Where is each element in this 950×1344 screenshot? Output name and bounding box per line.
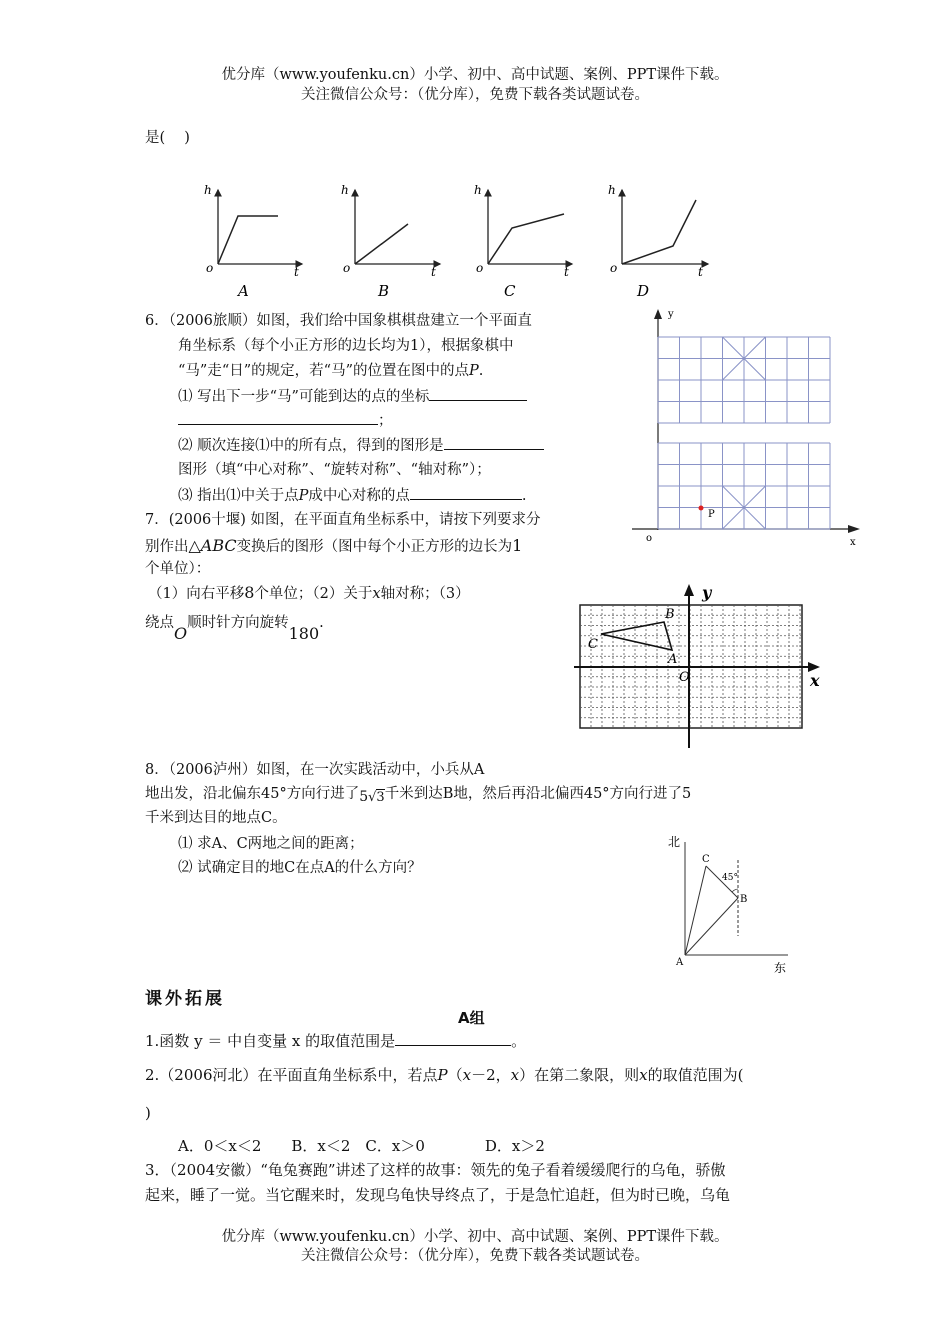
page-header-line2: 关注微信公众号：（优分库），免费下载各类试题试卷。: [301, 87, 649, 103]
q8-line2: 地出发，沿北偏东45°方向行进了5√3千米到达B地，然后再沿北偏西45°方向行进了5: [145, 786, 692, 805]
q8-line1: 8．（2006泸州）如图，在一次实践活动中，小兵从A: [145, 762, 485, 778]
ext-q3-line2: 起来，睡了一觉。当它醒来时，发现乌龟快导终点了，于是急忙追赶，但为时已晚，乌龟: [145, 1186, 731, 1204]
q6-sub3: ⑶ 指出⑴中关于点P成中心对称的点 .: [178, 485, 526, 506]
board-lower-half: [658, 443, 830, 529]
board-origin-label: o: [646, 533, 653, 544]
answer-blank[interactable]: [429, 386, 527, 401]
q6-line1: 6．（2006旅顺）如图，我们给中国象棋棋盘建立一个平面直: [145, 313, 532, 329]
option-label-d: D: [637, 282, 650, 300]
q7-line5: 绕点O顺时针方向旋转180.: [145, 615, 324, 643]
ext-q2-options: A．0＜x＜2 B．x＜2 C．x＞0 D．x＞2: [178, 1137, 545, 1155]
q6-line2: 角坐标系（每个小正方形的边长均为1），根据象棋中: [178, 338, 514, 354]
graph-option-d: [608, 183, 708, 300]
option-label-b: B: [378, 282, 390, 300]
group-heading: A组: [458, 1009, 485, 1027]
origin-o-label: O: [679, 670, 690, 685]
point-c-label: C: [702, 854, 710, 865]
ext-q1: 1.函数 y ＝ 中自变量 x 的取值范围是 。: [145, 1032, 527, 1050]
origin-label: o: [206, 261, 214, 275]
q6-sub2: ⑵ 顺次连接⑴中的所有点，得到的图形是: [178, 435, 544, 456]
grid7-x-label: x: [810, 671, 820, 690]
point-b-label: B: [740, 894, 748, 905]
ext-q2-close: ): [145, 1104, 151, 1122]
page-footer-line2: 关注微信公众号：（优分库），免费下载各类试题试卷。: [301, 1248, 649, 1264]
axis-label-h: h: [204, 183, 212, 197]
q8-sub2: ⑵ 试确定目的地C在点A的什么方向？: [178, 860, 422, 876]
origin-label: o: [476, 261, 484, 275]
graph-option-c: [474, 183, 572, 300]
axis-label-t: t: [431, 265, 436, 279]
q7-grid-figure: [574, 582, 826, 752]
q7-line4: （1）向右平移8个单位；（2）关于x轴对称；（3）: [148, 583, 470, 602]
answer-blank[interactable]: [178, 410, 378, 425]
ext-q2: 2.（2006河北）在平面直角坐标系中，若点P（x－2，x）在第二象限，则x的取值范围为(: [145, 1066, 744, 1084]
angle-label: 45°: [722, 873, 738, 883]
q6-line3: “马”走“日”的规定，若“马”的位置在图中的点P.: [178, 363, 484, 379]
page-footer-line1: 优分库（www.youfenku.cn）小学、初中、高中试题、案例、PPT课件下载。: [221, 1229, 729, 1245]
board-x-label: x: [850, 537, 856, 548]
option-label-a: A: [238, 282, 249, 300]
chess-board-figure: [628, 305, 868, 550]
axis-label-t: t: [294, 265, 299, 279]
east-label: 东: [774, 961, 787, 975]
answer-blank[interactable]: [444, 435, 544, 450]
q8-sub1: ⑴ 求A、C两地之间的距离；: [178, 836, 364, 852]
board-upper-half: [658, 337, 830, 423]
vertex-c-label: C: [588, 637, 598, 652]
axis-label-t: t: [564, 265, 569, 279]
q6-sub2-cont: 图形（填“中心对称”、“旋转对称”、“轴对称”）；: [178, 462, 491, 478]
graph-option-a: [204, 183, 302, 300]
compass-figure: [640, 830, 800, 980]
q7-line1: 7．(2006十堰) 如图，在平面直角坐标系中，请按下列要求分: [145, 512, 541, 528]
q6-sub1: ⑴ 写出下一步“马”可能到达的点的坐标: [178, 386, 527, 407]
origin-label: o: [343, 261, 351, 275]
vertex-a-label: A: [668, 652, 678, 667]
board-y-label: y: [668, 309, 674, 320]
axis-label-t: t: [698, 265, 703, 279]
point-p-label: P: [708, 509, 715, 520]
q8-line3: 千米到达目的地点C。: [145, 810, 287, 826]
q6-sub1-cont: ；: [178, 410, 393, 431]
axis-label-h: h: [341, 183, 349, 197]
q5-graph-options: [190, 172, 730, 302]
answer-blank[interactable]: [410, 485, 522, 500]
point-a-label: A: [676, 957, 684, 968]
option-label-c: C: [504, 282, 516, 300]
grid7-y-label: y: [702, 583, 712, 602]
graph-option-b: [341, 183, 440, 300]
question5-tail: 是( ): [145, 130, 190, 146]
north-label: 北: [668, 835, 681, 849]
section-heading: 课外拓展: [145, 989, 225, 1009]
origin-label: o: [610, 261, 618, 275]
point-p-marker: [699, 506, 704, 511]
answer-blank[interactable]: [395, 1031, 511, 1046]
vertex-b-label: B: [665, 607, 675, 622]
q7-line3: 个单位）：: [145, 561, 211, 577]
q7-line2: 别作出△ABC变换后的图形（图中每个小正方形的边长为1: [145, 536, 523, 555]
axis-label-h: h: [474, 183, 482, 197]
axis-label-h: h: [608, 183, 616, 197]
page-header-line1: 优分库（www.youfenku.cn）小学、初中、高中试题、案例、PPT课件下载。: [221, 67, 729, 83]
ext-q3-line1: 3．（2004安徽）“龟兔赛跑”讲述了这样的故事：领先的兔子看着缓缓爬行的乌龟，骄傲: [145, 1161, 726, 1179]
